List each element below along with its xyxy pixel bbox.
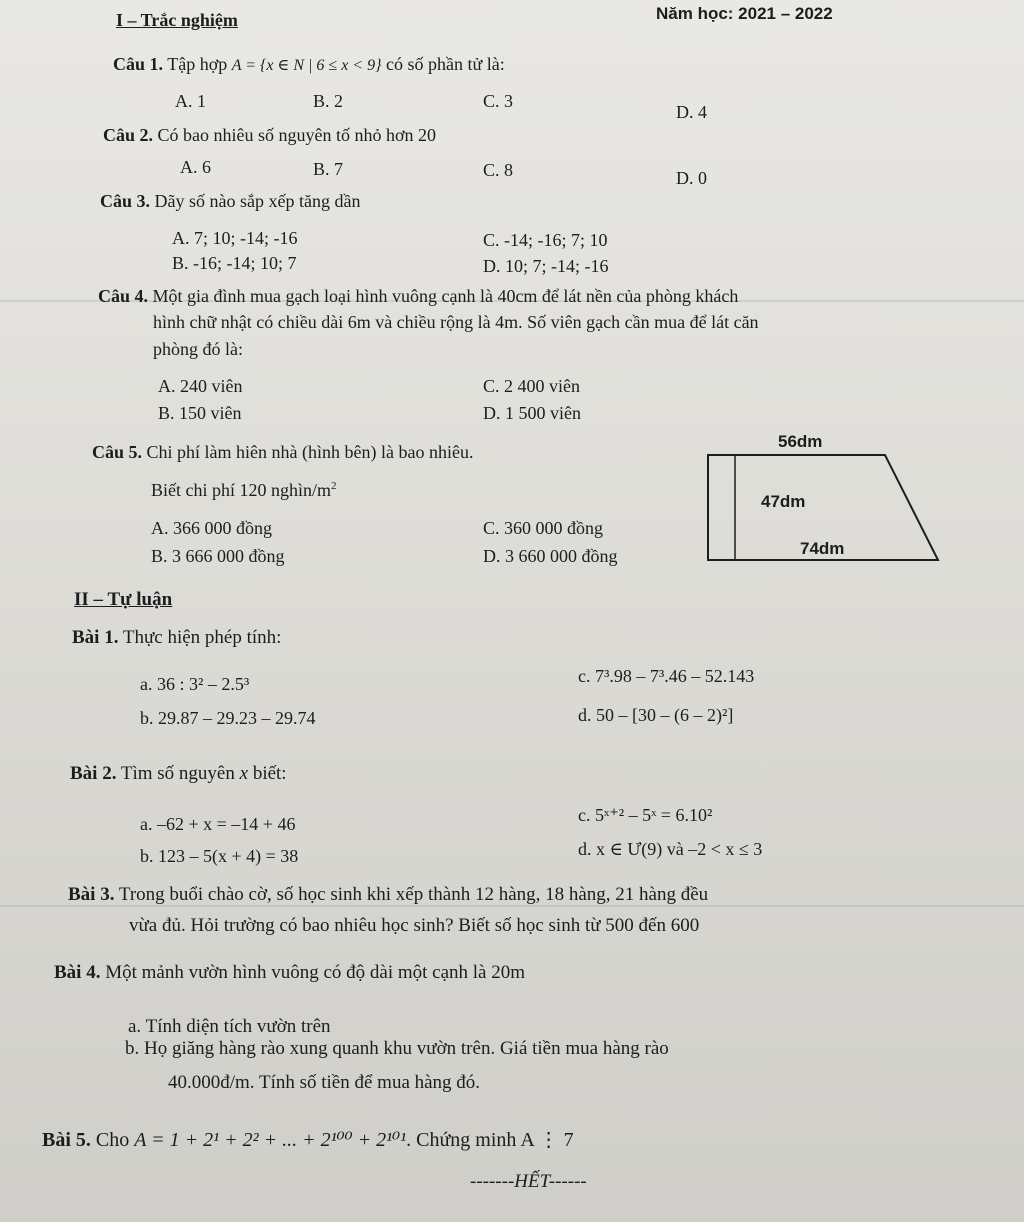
q5-option-c: C. 360 000 đồng <box>483 518 604 538</box>
q4-line1: Một gia đình mua gạch loại hình vuông cạnh là 40cm để lát nền của phòng khách <box>152 286 739 306</box>
bai4-b-line1: b. Họ giăng hàng rào xung quanh khu vườn trên. Giá tiền mua hàng rào <box>125 1038 669 1059</box>
bai3-text-line1: Trong buổi chào cờ, số học sinh khi xếp thành 12 hàng, 18 hàng, 21 hàng đều <box>118 884 709 905</box>
q1-text-before: Tập hợp <box>167 54 228 74</box>
q3-option-b: B. -16; -14; 10; 7 <box>172 253 297 273</box>
bai4-b-line2: 40.000đ/m. Tính số tiền để mua hàng đó. <box>168 1072 481 1093</box>
bai1-text: Thực hiện phép tính: <box>122 627 282 648</box>
q3-option-a: A. 7; 10; -14; -16 <box>172 228 298 248</box>
bai2-c: c. 5ˣ⁺² – 5ˣ = 6.10² <box>578 805 713 825</box>
q5-text: Chi phí làm hiên nhà (hình bên) là bao nhiêu. <box>146 442 474 462</box>
bai2-b: b. 123 – 5(x + 4) = 38 <box>140 846 299 866</box>
q1-option-d: D. 4 <box>676 102 707 122</box>
q2-option-d: D. 0 <box>676 168 707 188</box>
q2-option-a: A. 6 <box>180 157 211 177</box>
figure-bottom-label: 74dm <box>800 539 845 558</box>
bai2-text-after: biết: <box>252 763 287 784</box>
bai1-b: b. 29.87 – 29.23 – 29.74 <box>140 708 316 728</box>
bai2-heading <box>70 764 287 783</box>
bai2-a: a. –62 + x = –14 + 46 <box>140 814 296 834</box>
bai1-label: Bài 1. <box>72 627 119 648</box>
q1-option-c: C. 3 <box>483 91 514 111</box>
q2-option-b: B. 7 <box>313 159 344 179</box>
bai2-text-before: Tìm số nguyên <box>120 763 235 784</box>
q1-label: Câu 1. <box>113 54 164 74</box>
q5-label: Câu 5. <box>92 442 143 462</box>
q3-option-d: D. 10; 7; -14; -16 <box>483 256 609 276</box>
bai5-text-after: . Chứng minh A ⋮ 7 <box>406 1129 574 1151</box>
bai2-d: d. x ∈ Ư(9) và –2 < x ≤ 3 <box>578 839 763 859</box>
bai2-label: Bài 2. <box>70 763 117 784</box>
figure-top-label: 56dm <box>778 432 823 451</box>
q2-label: Câu 2. <box>103 125 154 145</box>
bai1-d: d. 50 – [30 – (6 – 2)²] <box>578 705 734 725</box>
question-2 <box>103 126 436 144</box>
q4-option-c: C. 2 400 viên <box>483 376 580 396</box>
bai2-var: x <box>239 763 249 784</box>
question-1 <box>113 55 505 74</box>
q5-cost <box>151 481 337 499</box>
q4-line2: hình chữ nhật có chiều dài 6m và chiều rộng là 4m. Số viên gạch cần mua để lát căn <box>153 312 759 332</box>
q4-label: Câu 4. <box>98 286 149 306</box>
paper-fold <box>0 905 1024 907</box>
question-5 <box>92 443 473 461</box>
bai3-label: Bài 3. <box>68 884 115 905</box>
figure-height-label: 47dm <box>761 492 806 511</box>
bai5 <box>42 1130 574 1150</box>
school-year: Năm học: 2021 – 2022 <box>656 4 833 23</box>
bai4-text: Một mảnh vườn hình vuông có độ dài một cạnh là 20m <box>105 962 526 983</box>
q3-option-c: C. -14; -16; 7; 10 <box>483 230 608 250</box>
bai4-label: Bài 4. <box>54 962 101 983</box>
end-marker: -------HẾT------ <box>470 1171 587 1192</box>
q1-text-after: có số phần tử là: <box>386 54 505 74</box>
q4-option-d: D. 1 500 viên <box>483 403 581 423</box>
question-4-line1 <box>98 287 738 305</box>
bai3-line1 <box>68 885 708 904</box>
q5-cost-exp: 2 <box>331 480 337 492</box>
bai1-a: a. 36 : 3² – 2.5³ <box>140 674 250 694</box>
bai5-text-before: Cho <box>95 1129 130 1151</box>
bai4-heading <box>54 963 525 982</box>
section1-title: I – Trắc nghiệm <box>116 10 238 30</box>
q3-label: Câu 3. <box>100 191 151 211</box>
bai5-expr: A = 1 + 2¹ + 2² + ... + 2¹⁰⁰ + 2¹⁰¹ <box>134 1129 407 1151</box>
section2-title: II – Tự luận <box>74 589 173 610</box>
q5-option-b: B. 3 666 000 đồng <box>151 546 285 566</box>
q3-text: Dãy số nào sắp xếp tăng dần <box>154 191 361 211</box>
q1-option-b: B. 2 <box>313 91 344 111</box>
q5-option-d: D. 3 660 000 đồng <box>483 546 618 566</box>
q4-option-a: A. 240 viên <box>158 376 243 396</box>
q5-cost-prefix: Biết chi phí 120 nghìn/m <box>151 480 331 500</box>
bai3-line2: vừa đủ. Hỏi trường có bao nhiêu học sinh? Biết số học sinh từ 500 đến 600 <box>129 915 700 936</box>
q4-option-b: B. 150 viên <box>158 403 242 423</box>
q5-option-a: A. 366 000 đồng <box>151 518 272 538</box>
q2-option-c: C. 8 <box>483 160 514 180</box>
q1-option-a: A. 1 <box>175 91 206 111</box>
q2-text: Có bao nhiêu số nguyên tố nhỏ hơn 20 <box>157 125 437 145</box>
question-3 <box>100 192 360 210</box>
bai4-a: a. Tính diện tích vườn trên <box>128 1016 331 1037</box>
q1-set-expr: A = {x ∈ N | 6 ≤ x < 9} <box>231 57 382 74</box>
bai1-heading <box>72 628 281 647</box>
bai5-label: Bài 5. <box>42 1129 91 1151</box>
bai1-c: c. 7³.98 – 7³.46 – 52.143 <box>578 666 755 686</box>
q4-line3: phòng đó là: <box>153 339 243 359</box>
